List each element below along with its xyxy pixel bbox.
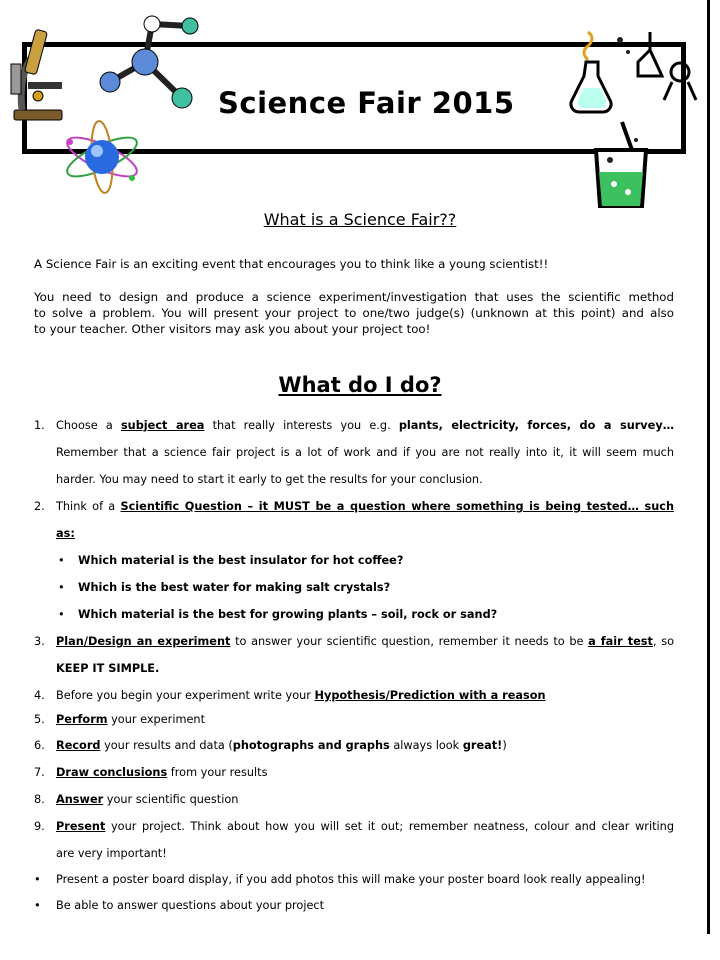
sub-list-item: • Which is the best water for making salt crystals? (58, 581, 391, 594)
step-number: 3. (34, 635, 45, 648)
sub-list-item: • Which material is the best insulator for hot coffee? (58, 554, 404, 567)
step-text: Perform your experiment (56, 713, 205, 726)
step-number: 7. (34, 766, 45, 779)
step-number: 5. (34, 713, 45, 726)
list-item (34, 814, 674, 840)
step-text: Before you begin your experiment write your Hypothesis/Prediction with a reason (56, 689, 546, 702)
step-number: 6. (34, 739, 45, 752)
list-item-continuation: KEEP IT SIMPLE. (56, 662, 160, 675)
list-item (34, 707, 674, 733)
flask-icon (568, 22, 708, 122)
list-item-continuation: as: (56, 527, 75, 540)
intro-paragraph-2-line-1: You need to design and produce a science experiment/investigation that uses the scientific method (34, 290, 674, 304)
step-number: 4. (34, 689, 45, 702)
step-text: Choose a subject area that really interests you e.g. plants, electricity, forces, do a survey… (56, 419, 674, 432)
step-number: 8. (34, 793, 45, 806)
list-item (34, 629, 674, 655)
step-text: Answer your scientific question (56, 793, 239, 806)
list-item (34, 494, 674, 520)
list-item-continuation: Remember that a science fair project is a lot of work and if you are not really into it, it will seem much (56, 446, 674, 459)
list-item (34, 733, 674, 759)
step-number: 9. (34, 820, 45, 833)
list-item (34, 787, 674, 813)
list-item: • Present a poster board display, if you add photos this will make your poster board look really appealing! (34, 873, 646, 886)
step-number: 2. (34, 500, 45, 513)
list-item (34, 683, 674, 709)
step-text: Record your results and data (photographs and graphs always look great!) (56, 739, 507, 752)
step-text: Present your project. Think about how you will set it out; remember neatness, colour and clear writing (56, 820, 674, 833)
section-heading-what-do: What do I do? (278, 373, 442, 397)
list-item (34, 413, 674, 439)
intro-paragraph-2-line-2: to solve a problem. You will present your project to one/two judge(s) (unknown at this point) and also (34, 306, 674, 320)
page-title: Science Fair 2015 (218, 86, 515, 120)
step-text: Plan/Design an experiment to answer your scientific question, remember it needs to be a fair test, so (56, 635, 674, 648)
step-number: 1. (34, 419, 45, 432)
intro-paragraph-2-line-3: to your teacher. Other visitors may ask you about your project too! (34, 322, 431, 336)
list-item-continuation: are very important! (56, 847, 167, 860)
sub-list-item: • Which material is the best for growing plants – soil, rock or sand? (58, 608, 498, 621)
step-text: Think of a Scientific Question – it MUST be a question where something is being tested… such (56, 500, 674, 513)
list-item (34, 760, 674, 786)
intro-paragraph-1: A Science Fair is an exciting event that encourages you to think like a young scientist!! (34, 257, 549, 271)
molecule-icon (90, 12, 200, 112)
page-edge-rule (707, 0, 710, 934)
step-text: Draw conclusions from your results (56, 766, 268, 779)
atom-icon (60, 120, 144, 194)
beaker-icon (588, 120, 654, 212)
list-item: • Be able to answer questions about your project (34, 899, 325, 912)
list-item-continuation: harder. You may need to start it early to get the results for your conclusion. (56, 473, 483, 486)
microscope-icon (8, 24, 70, 124)
intro-paragraph-2 (34, 289, 674, 337)
section-heading-what-is: What is a Science Fair?? (263, 210, 457, 229)
